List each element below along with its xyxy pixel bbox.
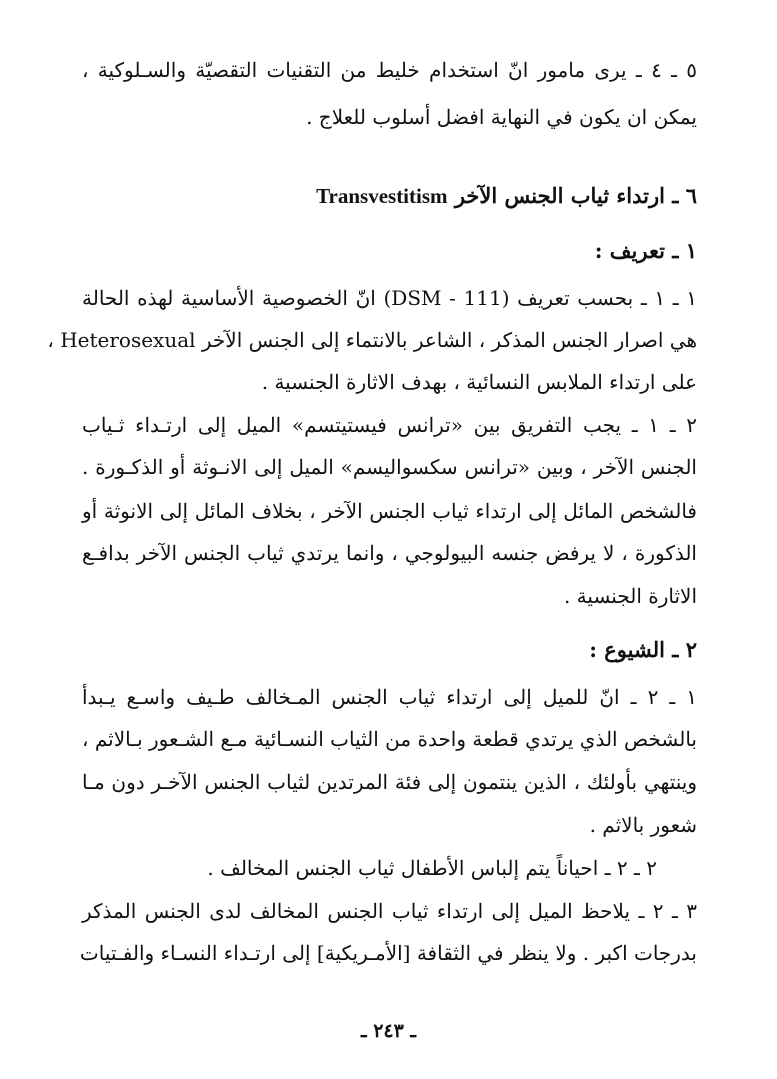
subsection-heading: ١ ـ تعريف : [594,238,697,263]
paragraph-line: فالشخص المائل إلى ارتداء ثياب الجنس الآخر ، بخلاف المائل إلى الانوثة أو [82,499,697,523]
paragraph-line: الجنس الآخر ، وبين «ترانس سكسواليسم» الميل إلى الانـوثة أو الذكـورة . [82,455,697,479]
paragraph-line: يمكن ان يكون في النهاية افضل أسلوب للعلاج . [306,105,697,129]
section-heading-english: Transvestitism [316,184,448,208]
page-number: ـ ٢٤٣ ـ [361,1020,416,1042]
paragraph-line: على ارتداء الملابس النسائية ، بهدف الاثارة الجنسية . [261,370,697,394]
paragraph-line: ٢ ـ ٢ ـ احياناً يتم إلباس الأطفال ثياب الجنس المخالف . [207,856,657,880]
section-heading [82,181,697,211]
section-heading-arabic: ٦ ـ ارتداء ثياب الجنس الآخر [454,183,697,208]
paragraph-line: بدرجات اكبر . ولا ينظر في الثقافة [الأمـريكية] إلى ارتـداء النسـاء والفـتيات [79,941,697,965]
paragraph-line: شعور بالاثم . [589,813,697,837]
paragraph-line: ١ ـ ١ ـ بحسب تعريف (DSM - 111) انّ الخصوصية الأساسية لهذه الحالة [82,286,697,310]
subsection-heading: ٢ ـ الشيوع : [589,637,697,662]
paragraph-line: هي اصرار الجنس المذكر ، الشاعر بالانتماء إلى الجنس الآخر Heterosexual ، [47,328,697,352]
paragraph-line: وينتهي بأولئك ، الذين ينتمون إلى فئة المرتدين لثياب الجنس الآخـر دون مـا [82,770,697,794]
paragraph-line: ٣ ـ ٢ ـ يلاحظ الميل إلى ارتداء ثياب الجنس المخالف لدى الجنس المذكر [82,899,697,923]
paragraph-line: ٥ ـ ٤ ـ يرى مامور انّ استخدام خليط من التقنيات التقصيّة والسـلوكية ، [82,58,697,82]
paragraph-line: ١ ـ ٢ ـ انّ للميل إلى ارتداء ثياب الجنس المـخالف طـيف واسـع يـبدأ [82,685,697,709]
paragraph-line: ٢ ـ ١ ـ يجب التفريق بين «ترانس فيستيتسم» الميل إلى ارتـداء ثـياب [82,413,698,437]
paragraph-line: الاثارة الجنسية . [563,584,697,608]
paragraph-line: بالشخص الذي يرتدي قطعة واحدة من الثياب النسـائية مـع الشـعور بـالاثم ، [82,727,697,751]
paragraph-line: الذكورة ، لا يرفض جنسه البيولوجي ، وانما يرتدي ثياب الجنس الآخر بدافـع [82,541,697,565]
